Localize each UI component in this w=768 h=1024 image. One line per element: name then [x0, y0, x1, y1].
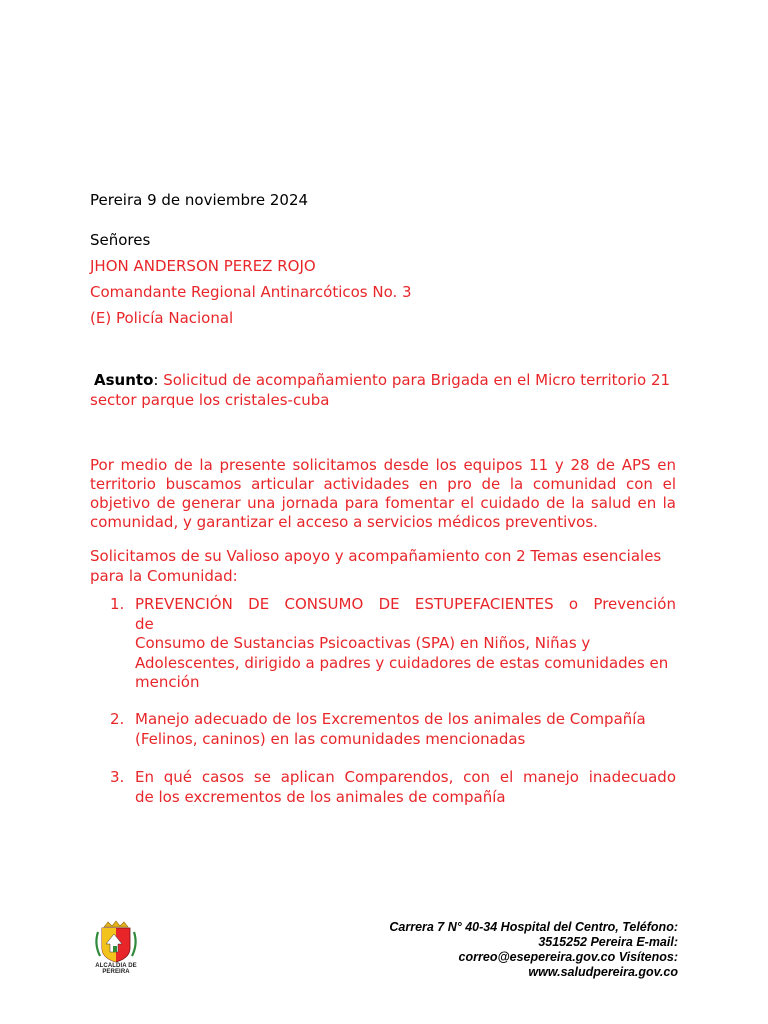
subject-text-line2: sector parque los cristales-cuba [90, 391, 330, 409]
recipient-organization: (E) Policía Nacional [90, 309, 234, 327]
list-item-line: de los excrementos de los animales de compañía [135, 787, 506, 806]
body-paragraph-2-line2: para la Comunidad: [90, 567, 238, 585]
body-paragraph-1: Por medio de la presente solicitamos desde los equipos 11 y 28 de APS en territorio buscamos articular actividades en pro de la comunidad con el objetivo de generar una jornada para fomentar el cuidado de la salud en la comunidad, y garantizar el acceso a servicios médicos preventivos. [90, 456, 676, 531]
list-item-line: Manejo adecuado de los Excrementos de los animales de Compañía [135, 710, 646, 728]
list-item-line: En qué casos se aplican Comparendos, con el manejo inadecuado [135, 768, 676, 786]
list-item-line: de [135, 614, 154, 633]
list-item-line: (Felinos, caninos) en las comunidades mencionadas [135, 729, 526, 748]
recipient-title: Comandante Regional Antinarcóticos No. 3 [90, 283, 412, 301]
subject-separator: : [153, 371, 164, 389]
list-item-number: 1. [110, 595, 125, 613]
recipient-name: JHON ANDERSON PEREZ ROJO [90, 257, 316, 275]
list-item-number: 3. [110, 768, 125, 786]
letter-date: Pereira 9 de noviembre 2024 [90, 191, 309, 209]
footer-line: correo@esepereira.gov.co Visítenos: [458, 950, 678, 964]
logo-caption: ALCALDIA DE PEREIRA [95, 963, 137, 975]
subject-text-line1: Solicitud de acompañamiento para Brigada en el Micro territorio 21 [163, 371, 671, 389]
list-item-line: Adolescentes, dirigido a padres y cuidadores de estas comunidades en [135, 653, 669, 672]
subject-block [90, 370, 680, 410]
subject-label: Asunto [94, 371, 154, 389]
salutation: Señores [90, 231, 151, 249]
list-item-line: PREVENCIÓN DE CONSUMO DE ESTUPEFACIENTES o Prevención [135, 595, 676, 613]
body-paragraph-2-line1: Solicitamos de su Valioso apoyo y acompañamiento con 2 Temas esenciales [90, 547, 662, 565]
footer-line: www.saludpereira.gov.co [528, 965, 678, 979]
body-paragraph-2 [90, 546, 676, 586]
list-item-number: 2. [110, 710, 125, 728]
footer-line: Carrera 7 N° 40-34 Hospital del Centro, Teléfono: [389, 920, 678, 934]
footer-line: 3515252 Pereira E-mail: [538, 935, 678, 949]
footer-contact [358, 920, 678, 980]
list-item-line: mención [135, 673, 200, 691]
list-item-line: Consumo de Sustancias Psicoactivas (SPA) en Niños, Niñas y [135, 634, 591, 652]
